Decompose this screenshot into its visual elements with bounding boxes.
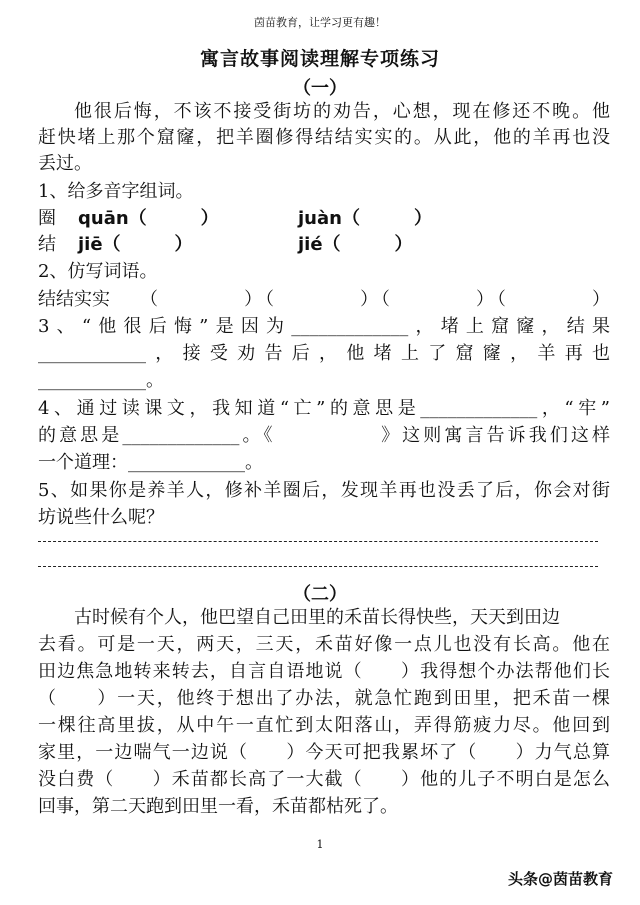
passage-two-line-7: 没白费（ ）禾苗都长高了一大截（ ）他的儿子不明白是怎么 [38,769,610,790]
watermark-handle: @茵苗教育 [538,870,614,888]
question-3-line-2: ____________，接受劝告后，他堵上了窟窿，羊再也 [38,343,610,364]
pinyin-juan-blank[interactable]: juàn（ ） [298,208,432,229]
passage-two-line-8: 回事，第二天跑到田里一看，禾苗都枯死了。 [38,796,398,817]
polyphone-char-jie: 结 [38,234,56,255]
watermark-prefix: 头条 [508,870,539,888]
polyphone-char-quan: 圈 [38,208,56,229]
pinyin-jie2-blank[interactable]: jié（ ） [298,234,413,255]
passage-one-line-3: 丢过。 [38,153,92,174]
question-4-line-3: 一个道理：_____________。 [38,452,263,473]
passage-two-line-3: 田边焦急地转来转去，自言自语地说（ ）我得想个办法帮他们长 [38,661,610,682]
answer-line-2[interactable] [38,566,598,567]
question-5-line-1: 5、如果你是养羊人，修补羊圈后，发现羊再也没丢了后，你会对街 [38,480,610,501]
page-number: 1 [316,838,324,851]
pinyin-quan-blank[interactable]: quān（ ） [78,208,219,229]
question-2: 2、仿写词语。 [38,261,158,282]
question-4-line-1: 4、通过读课文，我知道“亡”的意思是_____________，“牢” [38,398,610,419]
question-1: 1、给多音字组词。 [38,181,194,202]
passage-two-line-6: 家里，一边喘气一边说（ ）今天可把我累坏了（ ）力气总算 [38,742,610,763]
pinyin-jie1-blank[interactable]: jiē（ ） [78,234,193,255]
watermark [508,868,613,889]
answer-line-1[interactable] [38,541,598,542]
passage-one-line-2: 赶快堵上那个窟窿，把羊圈修得结结实实的。从此，他的羊再也没 [38,127,610,148]
imitate-word-blanks[interactable]: （ ）（ ）（ ）（ ） [140,289,610,310]
passage-two-line-1: 古时候有个人，他巴望自己田里的禾苗长得快些，天天到田边 [38,607,560,628]
passage-two-line-5: 一棵往高里拔，从中午一直忙到太阳落山，弄得筋疲力尽。他回到 [38,715,610,736]
page-header: 茵苗教育，让学习更有趣！ [254,16,386,29]
example-word: 结结实实 [38,289,110,310]
page-title: 寓言故事阅读理解专项练习 [199,48,440,70]
section-two-label: （二） [293,584,347,605]
passage-one-line-1: 他很后悔，不该不接受街坊的劝告，心想，现在修还不晚。他 [74,101,610,122]
question-5-line-2: 坊说些什么呢？ [38,507,164,528]
question-3-line-3: ____________。 [38,370,164,391]
passage-two-line-4: （ ）一天，他终于想出了办法，就急忙跑到田里，把禾苗一棵 [38,688,610,709]
section-one-label: （一） [293,78,347,99]
question-4-line-2: 的意思是_____________。《 》这则寓言告诉我们这样 [38,425,610,446]
question-3-line-1: 3、“他很后悔”是因为_____________，堵上窟窿，结果 [38,316,610,337]
passage-two-line-2: 去看。可是一天，两天，三天，禾苗好像一点儿也没有长高。他在 [38,634,610,655]
